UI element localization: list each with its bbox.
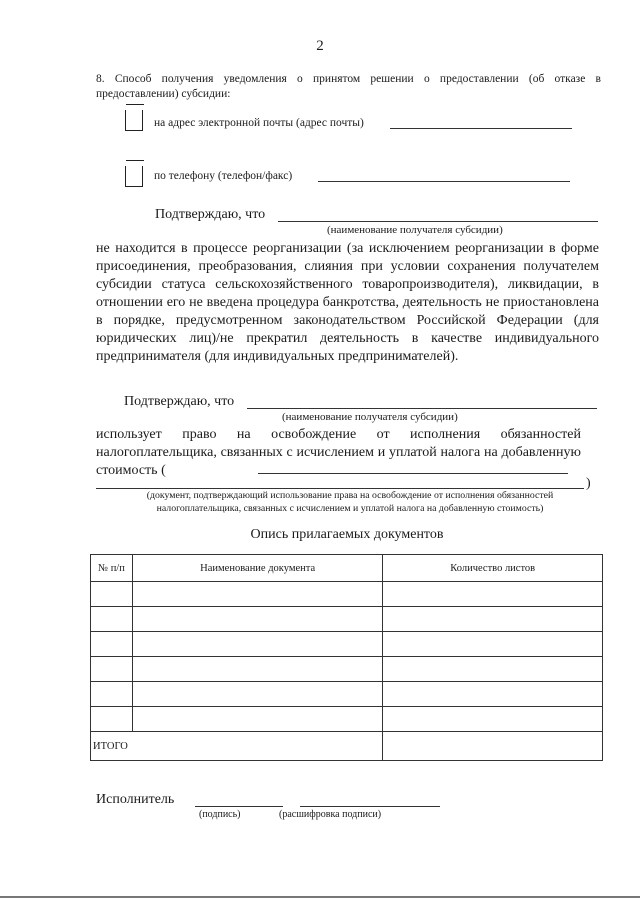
- section-8-heading: 8. Способ получения уведомления о принятом решении о предоставлении (об отказе в предоставлении) субсидии:: [96, 73, 601, 100]
- header-number: № п/п: [91, 555, 133, 582]
- table-row: [91, 582, 603, 607]
- cell-sheet-count[interactable]: [383, 607, 603, 632]
- inventory-title: Опись прилагаемых документов: [250, 527, 444, 542]
- confirm2-doc-caption: (документ, подтверждающий использование права на освобождение от исполнения обязанностей налогоплательщика, связанных с исчислением и уплатой налога на добавленную стоимость): [146, 490, 554, 514]
- signature-decoding-caption: (расшифровка подписи): [279, 809, 382, 820]
- cell-document-name[interactable]: [132, 607, 383, 632]
- table-row: [91, 632, 603, 657]
- confirm1-recipient-line[interactable]: [278, 221, 598, 222]
- confirm2-close-paren: ): [586, 476, 591, 491]
- confirm2-caption: (наименование получателя субсидии): [282, 411, 458, 423]
- cell-sheet-count[interactable]: [383, 632, 603, 657]
- table-row: [91, 682, 603, 707]
- cell-number[interactable]: [91, 657, 133, 682]
- inventory-table: [90, 554, 603, 761]
- cell-number[interactable]: [91, 582, 133, 607]
- executor-label: Исполнитель: [96, 792, 175, 807]
- cell-sheet-count[interactable]: [383, 582, 603, 607]
- total-sheet-count[interactable]: [383, 732, 603, 761]
- email-checkbox[interactable]: [125, 110, 143, 131]
- cell-document-name[interactable]: [132, 657, 383, 682]
- table-row: [91, 707, 603, 732]
- table-row: [91, 657, 603, 682]
- email-address-line[interactable]: [390, 128, 572, 129]
- email-option-label: на адрес электронной почты (адрес почты): [154, 117, 364, 129]
- cell-sheet-count[interactable]: [383, 707, 603, 732]
- table-total-row: [91, 732, 603, 761]
- header-document-name: Наименование документа: [132, 555, 383, 582]
- confirm2-document-line-1[interactable]: [258, 473, 568, 474]
- cell-sheet-count[interactable]: [383, 657, 603, 682]
- cell-number[interactable]: [91, 607, 133, 632]
- cell-number[interactable]: [91, 632, 133, 657]
- page-bottom-rule: [0, 896, 640, 898]
- confirm1-body: не находится в процессе реорганизации (за исключением реорганизации в форме присоединения, преобразования, слияния при условии сохранения получателем субсидии статуса сельскохозяйственного товаропроизводителя), ликвидации, в отношении его не введена процедура банкротства, деятельность не приостановлена в порядке, предусмотренном законодательством Российской Федерации (для юридических лиц)/не прекратил деятельность в качестве индивидуального предпринимателя (для индивидуальных предпринимателей).: [96, 241, 599, 364]
- confirm1-lead: Подтверждаю, что: [155, 207, 266, 222]
- cell-sheet-count[interactable]: [383, 682, 603, 707]
- phone-checkbox[interactable]: [125, 166, 143, 187]
- signature-caption: (подпись): [199, 809, 241, 820]
- table-row: [91, 607, 603, 632]
- page-number: 2: [316, 38, 324, 54]
- cell-number[interactable]: [91, 707, 133, 732]
- cell-document-name[interactable]: [132, 707, 383, 732]
- confirm1-caption: (наименование получателя субсидии): [327, 224, 503, 236]
- confirm2-lead: Подтверждаю, что: [124, 394, 235, 409]
- signature-decoding-line[interactable]: [300, 806, 440, 807]
- cell-number[interactable]: [91, 682, 133, 707]
- phone-line[interactable]: [318, 181, 570, 182]
- cell-document-name[interactable]: [132, 582, 383, 607]
- confirm2-recipient-line[interactable]: [247, 408, 597, 409]
- table-header-row: [91, 555, 603, 582]
- cell-document-name[interactable]: [132, 682, 383, 707]
- total-label: ИТОГО: [91, 732, 383, 761]
- header-sheet-count: Количество листов: [383, 555, 603, 582]
- signature-line[interactable]: [195, 806, 283, 807]
- cell-document-name[interactable]: [132, 632, 383, 657]
- confirm2-body: использует право на освобождение от исполнения обязанностей налогоплательщика, связанных с исчислением и уплатой налога на добавленную стоимость (: [96, 427, 581, 478]
- phone-option-label: по телефону (телефон/факс): [154, 170, 293, 182]
